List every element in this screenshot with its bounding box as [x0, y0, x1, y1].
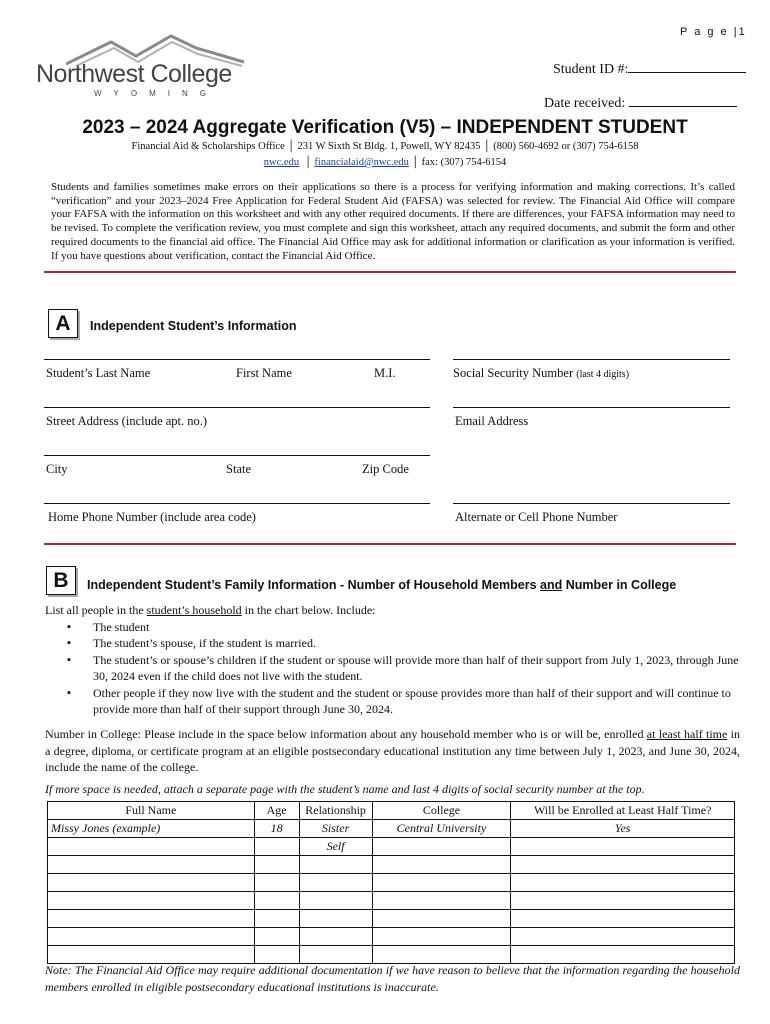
table-cell[interactable]: Missy Jones (example) — [48, 820, 255, 838]
mi-label: M.I. — [374, 366, 396, 380]
section-a-badge: A — [48, 309, 78, 338]
table-cell[interactable] — [511, 928, 735, 946]
zip-label: Zip Code — [362, 462, 409, 476]
table-cell[interactable] — [299, 910, 372, 928]
col-header-age: Age — [254, 802, 299, 820]
table-cell[interactable]: 18 — [254, 820, 299, 838]
ssn-note: (last 4 digits) — [576, 369, 630, 380]
office-contact-line: nwc.edu │ financialaid@nwc.edu │ fax: (307) 754-6154 — [263, 157, 507, 168]
household-table — [47, 801, 735, 964]
website-link[interactable]: nwc.edu — [263, 157, 300, 168]
col-header-half-time: Will be Enrolled at Least Half Time? — [511, 802, 735, 820]
alt-phone-label: Alternate or Cell Phone Number — [455, 510, 618, 524]
college-instructions: Number in College: Please include in the space below information about any household member who is or will be, enrolled at least half time in a degree, diploma, or certificate program at an eligible postsecondary educational institution any time between July 1, 2023, and June 30, 2024, include the name of the college. — [45, 727, 740, 774]
list-item: ▪ The student — [45, 619, 740, 636]
student-id-field[interactable] — [553, 62, 746, 78]
date-received-line[interactable] — [629, 106, 737, 107]
last-name-label: Student’s Last Name — [46, 366, 151, 380]
table-cell[interactable]: Self — [299, 838, 372, 856]
list-item: ▪ Other people if they now live with the student and the student or spouse provides more than half of their support and will continue to provide more than half of their support through June 30, 2024. — [45, 685, 740, 718]
footer-note: Note: The Financial Aid Office may require additional documentation if we have reason to believe that the information regarding the household members enrolled in eligible postsecondary educational institutions is inaccurate. — [45, 963, 740, 994]
table-row — [48, 820, 735, 838]
table-cell[interactable] — [254, 928, 299, 946]
intro-paragraph: Students and families sometimes make errors on their applications so there is a process for verifying information and making corrections. It’s called “verification” and your 2023–2024 Free Application for Federal Student Aid (FAFSA) was selected for review. The Financial Aid Office will compare your FAFSA with the information on this worksheet and with any other required documents. If there are differences, your FAFSA information may need to be revised. To complete the verification review, you must complete and sign this worksheet, attach any required documents, and submit the form and other required documents to the financial aid office. The Financial Aid Office may ask for additional information or clarification as your information is verified. If you have questions about verification, contact the Financial Aid Office. — [51, 181, 735, 262]
table-cell[interactable] — [299, 946, 372, 964]
student-id-label: Student ID #: — [553, 62, 629, 77]
table-cell[interactable]: Central University — [372, 820, 511, 838]
office-phone: (800) 560-4692 or (307) 754-6158 — [493, 141, 639, 152]
household-list — [45, 602, 740, 718]
table-cell[interactable] — [511, 838, 735, 856]
table-cell[interactable] — [372, 928, 511, 946]
more-space-note: If more space is needed, attach a separate page with the student’s name and last 4 digits of social security number at the top. — [45, 782, 645, 796]
table-cell[interactable] — [299, 892, 372, 910]
first-name-label: First Name — [236, 366, 292, 380]
table-cell[interactable]: Sister — [299, 820, 372, 838]
table-cell[interactable] — [372, 856, 511, 874]
section-divider — [44, 543, 736, 545]
state-label: State — [226, 462, 251, 476]
table-row — [48, 838, 735, 856]
section-b-badge: B — [46, 566, 76, 595]
table-row — [48, 874, 735, 892]
table-cell[interactable] — [372, 892, 511, 910]
alt-phone-line[interactable] — [453, 503, 730, 504]
name-line[interactable] — [44, 359, 430, 360]
city-label: City — [46, 462, 68, 476]
office-address: 231 W Sixth St Bldg. 1, Powell, WY 82435 — [297, 141, 481, 152]
table-cell[interactable] — [511, 910, 735, 928]
table-cell[interactable] — [372, 874, 511, 892]
table-row — [48, 856, 735, 874]
table-cell[interactable] — [299, 928, 372, 946]
table-cell[interactable] — [48, 928, 255, 946]
col-header-full-name: Full Name — [48, 802, 255, 820]
page-label: P a g e — [680, 26, 729, 38]
email-label: Email Address — [455, 414, 529, 428]
table-cell[interactable] — [48, 856, 255, 874]
table-cell[interactable]: Yes — [511, 820, 735, 838]
page-number-value: 1 — [738, 26, 747, 38]
table-cell[interactable] — [372, 910, 511, 928]
city-line[interactable] — [44, 455, 430, 456]
table-cell[interactable] — [511, 892, 735, 910]
table-cell[interactable] — [48, 946, 255, 964]
table-row — [48, 892, 735, 910]
section-b-title: Independent Student’s Family Information - Number of Household Members and Number in College — [87, 578, 677, 592]
table-row — [48, 928, 735, 946]
table-cell[interactable] — [511, 946, 735, 964]
table-cell[interactable] — [48, 874, 255, 892]
page-number: P a g e |1 — [680, 26, 747, 38]
date-received-field[interactable] — [544, 96, 737, 112]
table-cell[interactable] — [48, 892, 255, 910]
office-fax: fax: (307) 754-6154 — [421, 157, 507, 168]
table-cell[interactable] — [254, 910, 299, 928]
table-header-row — [48, 802, 735, 820]
street-line[interactable] — [44, 407, 430, 408]
section-a-title: Independent Student’s Information — [90, 319, 297, 333]
home-phone-label: Home Phone Number (include area code) — [48, 510, 256, 524]
ssn-line[interactable] — [453, 359, 730, 360]
office-address-line: Financial Aid & Scholarships Office │ 231 W Sixth St Bldg. 1, Powell, WY 82435 │ (800) 560-4692 or (307) 754-6158 — [131, 141, 639, 152]
table-cell[interactable] — [511, 856, 735, 874]
table-cell[interactable] — [511, 874, 735, 892]
table-row — [48, 946, 735, 964]
date-received-label: Date received: — [544, 96, 626, 111]
col-header-relationship: Relationship — [299, 802, 372, 820]
home-phone-line[interactable] — [44, 503, 430, 504]
table-cell[interactable] — [254, 946, 299, 964]
email-line[interactable] — [453, 407, 730, 408]
household-bullets — [45, 619, 740, 718]
logo-name: Northwest College — [36, 60, 232, 88]
college-logo — [36, 34, 251, 104]
table-cell[interactable] — [299, 856, 372, 874]
table-row — [48, 910, 735, 928]
col-header-college: College — [372, 802, 511, 820]
table-cell[interactable] — [254, 838, 299, 856]
ssn-label: Social Security Number (last 4 digits) — [453, 366, 630, 380]
table-cell[interactable] — [299, 874, 372, 892]
page-title: 2023 – 2024 Aggregate Verification (V5) – INDEPENDENT STUDENT — [82, 117, 688, 138]
logo-state: WYOMING — [94, 89, 218, 98]
table-cell[interactable] — [254, 856, 299, 874]
office-name: Financial Aid & Scholarships Office — [131, 141, 285, 152]
email-link[interactable]: financialaid@nwc.edu — [314, 157, 409, 168]
table-cell[interactable] — [48, 838, 255, 856]
table-cell[interactable] — [254, 892, 299, 910]
list-item: ▪ The student’s spouse, if the student is married. — [45, 635, 740, 652]
street-label: Street Address (include apt. no.) — [46, 414, 208, 428]
table-cell[interactable] — [48, 910, 255, 928]
table-cell[interactable] — [254, 874, 299, 892]
table-cell[interactable] — [372, 946, 511, 964]
table-cell[interactable] — [372, 838, 511, 856]
list-intro: List all people in the student’s household in the chart below. Include: — [45, 603, 376, 617]
section-divider — [44, 271, 736, 273]
list-item: ▪ The student’s or spouse’s children if the student or spouse will provide more than half of their support from July 1, 2023, through June 30, 2024 even if the child does not live with the student. — [45, 652, 740, 685]
student-id-line[interactable] — [628, 72, 746, 73]
